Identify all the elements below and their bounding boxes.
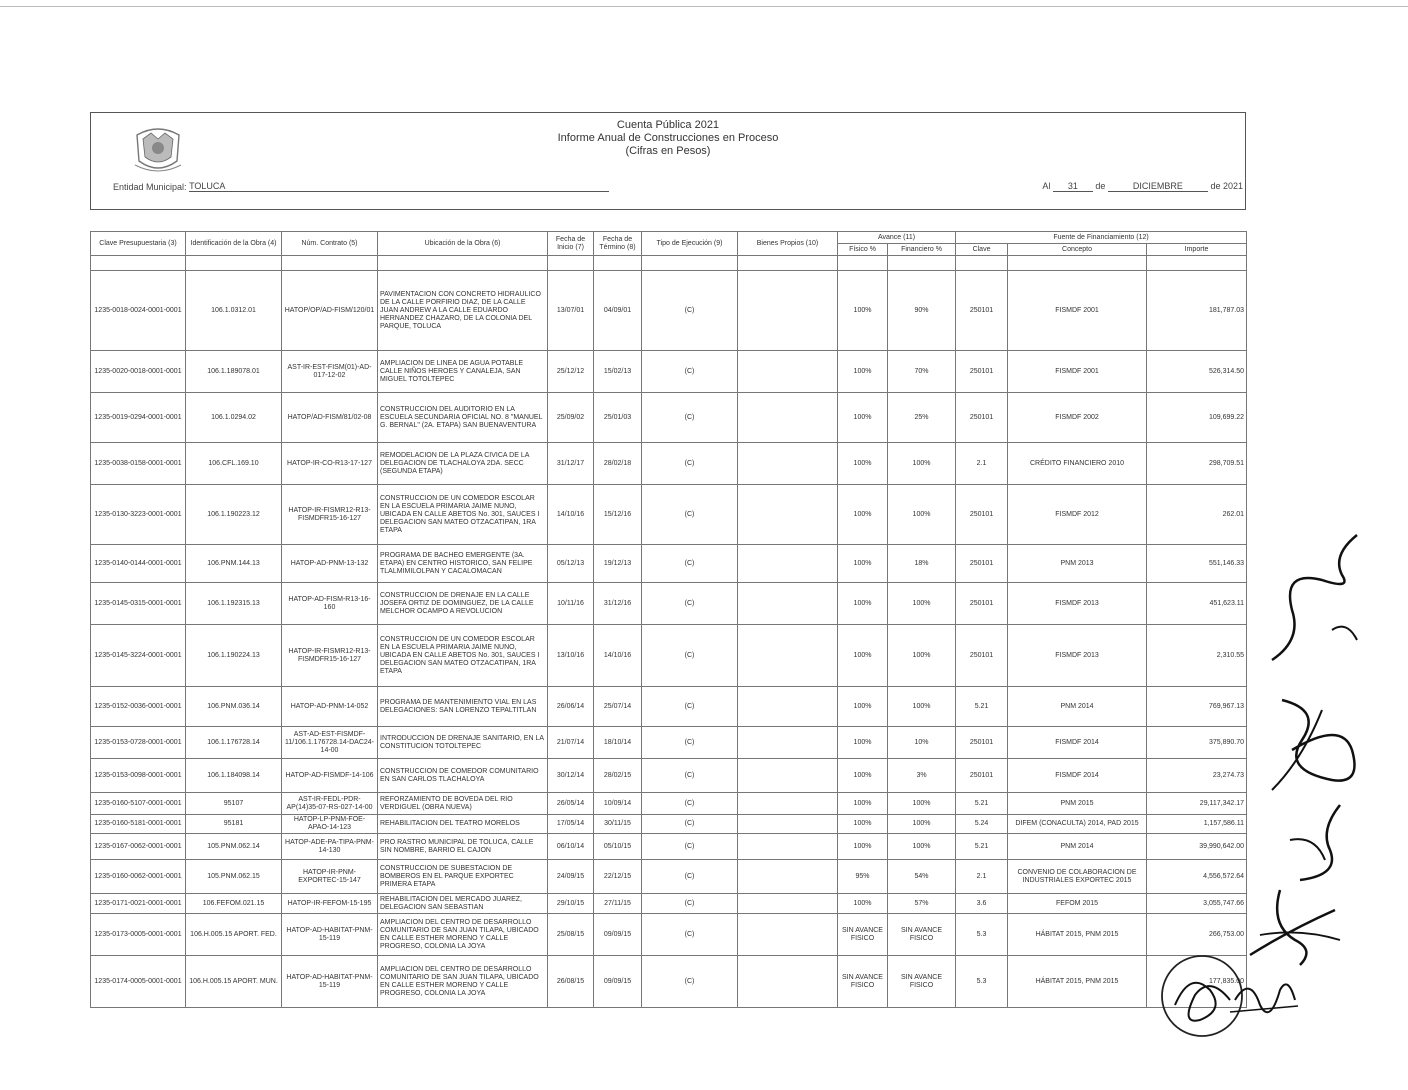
signature-2-icon [1262,690,1372,800]
table-body [91,256,1247,1008]
cell-fuente-concepto: FISMDF 2014 [1008,727,1147,759]
cell-identificacion: 106.CFL.169.10 [186,443,282,485]
cell-tipo-ejecucion: (C) [642,625,738,687]
cell-bienes-propios [738,894,838,914]
cell-ubicacion: AMPLIACION DEL CENTRO DE DESARROLLO COMUNITARIO DE SAN JUAN TILAPA, UBICADO EN CALLE ESTHER MORENO Y CALLE PROGRESO, COLONIA LA JOYA [378,914,548,956]
cell-clave-presupuestaria: 1235-0174-0005-0001-0001 [91,956,186,1008]
cell-fuente-clave: 250101 [956,545,1008,583]
table-row [91,914,1247,956]
col-tipo-ejecucion: Tipo de Ejecución (9) [642,232,738,256]
cell-fuente-clave: 250101 [956,351,1008,393]
cell-fuente-clave: 5.3 [956,956,1008,1008]
cell-fecha-inicio: 06/10/14 [548,834,594,860]
cell-avance-fisico: 100% [838,894,888,914]
report-header [90,112,1246,210]
col-concepto: Concepto [1008,244,1147,256]
table-row [91,271,1247,351]
cell-bienes-propios [738,834,838,860]
cell-fuente-clave: 5.24 [956,815,1008,834]
cell-fuente-clave: 250101 [956,271,1008,351]
cell-fuente-concepto: PNM 2014 [1008,834,1147,860]
cell-identificacion: 95181 [186,815,282,834]
cell-avance-financiero: 100% [888,815,956,834]
cell-tipo-ejecucion: (C) [642,271,738,351]
cell-fecha-inicio: 21/07/14 [548,727,594,759]
table-row [91,443,1247,485]
cell-fecha-termino: 31/12/16 [594,583,642,625]
cell-fecha-termino: 30/11/15 [594,815,642,834]
cell-num-contrato: HATOP-IR-PNM-EXPORTEC-15-147 [282,860,378,894]
cell-bienes-propios [738,759,838,793]
cell-importe: 23,274.73 [1147,759,1247,793]
cell-num-contrato: HATOP/OP/AD-FISM/120/01 [282,271,378,351]
cell-fuente-concepto: FISMDF 2013 [1008,625,1147,687]
cell-ubicacion: CONSTRUCCION DE UN COMEDOR ESCOLAR EN LA ESCUELA PRIMARIA JAIME NUNO, UBICADA EN CALLE ABETOS No. 301, SAUCES I DELEGACION SAN MATEO OTZACATIPAN, 1RA ETAPA [378,485,548,545]
cell-fecha-inicio: 29/10/15 [548,894,594,914]
cell-fecha-termino: 09/09/15 [594,914,642,956]
cell-fuente-concepto: FISMDF 2002 [1008,393,1147,443]
cell-importe: 4,556,572.64 [1147,860,1247,894]
cell-bienes-propios [738,485,838,545]
cell-num-contrato: HATOP-AD-FISM-R13-16-160 [282,583,378,625]
entidad-municipal [113,181,609,192]
cell-clave-presupuestaria: 1235-0153-0728-0001-0001 [91,727,186,759]
cell-fuente-concepto: HÁBITAT 2015, PNM 2015 [1008,956,1147,1008]
cell-fecha-termino: 22/12/15 [594,860,642,894]
cell-fuente-clave: 5.21 [956,687,1008,727]
de-label-2: de [1210,181,1221,191]
cell-fuente-clave: 3.6 [956,894,1008,914]
cell-bienes-propios [738,545,838,583]
cell-bienes-propios [738,914,838,956]
cell-avance-financiero: 57% [888,894,956,914]
cell-fecha-inicio: 25/09/02 [548,393,594,443]
cell-bienes-propios [738,351,838,393]
cell-ubicacion: CONSTRUCCION DE DRENAJE EN LA CALLE JOSEFA ORTIZ DE DOMINGUEZ, DE LA CALLE MELCHOR OCAMPO A REVOLUCION [378,583,548,625]
cell-clave-presupuestaria: 1235-0160-5107-0001-0001 [91,793,186,815]
cell-importe: 177,835.00 [1147,956,1247,1008]
cell-num-contrato: HATOP-ADE-PA-TIPA-PNM-14-130 [282,834,378,860]
cell-identificacion: 105.PNM.062.14 [186,834,282,860]
cell-tipo-ejecucion: (C) [642,894,738,914]
table-row [91,793,1247,815]
cell-identificacion: 106.1.190223.12 [186,485,282,545]
cell-clave-presupuestaria: 1235-0019-0294-0001-0001 [91,393,186,443]
cell-identificacion: 106.1.189078.01 [186,351,282,393]
cell-clave-presupuestaria: 1235-0167-0062-0001-0001 [91,834,186,860]
cell-tipo-ejecucion: (C) [642,860,738,894]
cell-clave-presupuestaria: 1235-0145-3224-0001-0001 [91,625,186,687]
cell-clave-presupuestaria: 1235-0020-0018-0001-0001 [91,351,186,393]
cell-fuente-concepto: FISMDF 2012 [1008,485,1147,545]
cell-bienes-propios [738,271,838,351]
cell-importe: 109,699.22 [1147,393,1247,443]
cell-fecha-termino: 15/12/16 [594,485,642,545]
cell-bienes-propios [738,625,838,687]
entidad-value: TOLUCA [189,181,226,191]
cell-fuente-clave: 5.3 [956,914,1008,956]
cell-bienes-propios [738,443,838,485]
cell-importe: 551,146.33 [1147,545,1247,583]
cell-tipo-ejecucion: (C) [642,956,738,1008]
cell-fuente-concepto: HÁBITAT 2015, PNM 2015 [1008,914,1147,956]
report-units: (Cifras en Pesos) [625,145,711,157]
cell-identificacion: 106.FEFOM.021.15 [186,894,282,914]
cell-num-contrato: AST-IR-FEDL-PDR-AP(14)35-07-RS-027-14-00 [282,793,378,815]
cell-avance-financiero: 100% [888,687,956,727]
cell-clave-presupuestaria: 1235-0038-0158-0001-0001 [91,443,186,485]
cell-importe: 262.01 [1147,485,1247,545]
cell-avance-financiero: 70% [888,351,956,393]
cell-importe: 29,117,342.17 [1147,793,1247,815]
col-avance: Avance (11) [838,232,956,244]
cell-avance-fisico: SIN AVANCE FISICO [838,956,888,1008]
cell-importe: 266,753.00 [1147,914,1247,956]
col-ubicacion: Ubicación de la Obra (6) [378,232,548,256]
cell-bienes-propios [738,393,838,443]
col-fuente: Fuente de Financiamiento (12) [956,232,1247,244]
cell-bienes-propios [738,956,838,1008]
cell-ubicacion: REMODELACION DE LA PLAZA CIVICA DE LA DELEGACION DE TLACHALOYA 2DA. SECC (SEGUNDA ETAPA) [378,443,548,485]
cell-fecha-inicio: 17/05/14 [548,815,594,834]
cell-avance-financiero: 3% [888,759,956,793]
report-subtitle: Informe Anual de Construcciones en Proceso [557,132,779,144]
table-row [91,485,1247,545]
cell-num-contrato: HATOP-IR-CO-R13-17-127 [282,443,378,485]
cell-clave-presupuestaria: 1235-0171-0021-0001-0001 [91,894,186,914]
table-row [91,687,1247,727]
cell-avance-fisico: 100% [838,271,888,351]
table-row [91,583,1247,625]
cell-fuente-concepto: CONVENIO DE COLABORACION DE INDUSTRIALES EXPORTEC 2015 [1008,860,1147,894]
cell-fecha-inicio: 26/08/15 [548,956,594,1008]
cell-tipo-ejecucion: (C) [642,727,738,759]
table-row [91,393,1247,443]
cell-num-contrato: HATOP-AD-HABITAT-PNM-15-119 [282,956,378,1008]
scan-edge-line [0,6,1408,7]
cell-ubicacion: CONSTRUCCION DE UN COMEDOR ESCOLAR EN LA ESCUELA PRIMARIA JAIME NUNO, UBICADA EN CALLE ABETOS No. 301, SAUCES I DELEGACION SAN MATEO OTZACATIPAN, 1RA ETAPA [378,625,548,687]
col-clave: Clave [956,244,1008,256]
cell-fuente-clave: 250101 [956,393,1008,443]
cell-num-contrato: HATOP/AD-FISM/81/02-08 [282,393,378,443]
spacer-row [91,256,1247,271]
cell-fuente-concepto: FISMDF 2013 [1008,583,1147,625]
cell-bienes-propios [738,687,838,727]
cell-avance-financiero: 100% [888,583,956,625]
cell-clave-presupuestaria: 1235-0152-0036-0001-0001 [91,687,186,727]
cell-bienes-propios [738,793,838,815]
col-fisico: Físico % [838,244,888,256]
col-num-contrato: Núm. Contrato (5) [282,232,378,256]
construcciones-table [90,231,1247,1008]
cell-ubicacion: AMPLIACION DE LINEA DE AGUA POTABLE CALLE NIÑOS HEROES Y CANALEJA, SAN MIGUEL TOTOLTEPEC [378,351,548,393]
cell-num-contrato: HATOP-IR-FISMR12-R13-FISMDFR15-16-127 [282,625,378,687]
cell-fecha-termino: 15/02/13 [594,351,642,393]
cell-tipo-ejecucion: (C) [642,834,738,860]
cell-ubicacion: CONSTRUCCION DEL AUDITORIO EN LA ESCUELA SECUNDARIA OFICIAL NO. 8 "MANUEL G. BERNAL" (2A. ETAPA) SAN BUENAVENTURA [378,393,548,443]
cell-importe: 1,157,586.11 [1147,815,1247,834]
col-clave-presupuestaria: Clave Presupuestaria (3) [91,232,186,256]
cell-avance-fisico: 100% [838,687,888,727]
cell-clave-presupuestaria: 1235-0160-0062-0001-0001 [91,860,186,894]
de-label-1: de [1095,181,1106,191]
cell-fecha-inicio: 31/12/17 [548,443,594,485]
cell-ubicacion: CONSTRUCCION DE COMEDOR COMUNITARIO EN SAN CARLOS TLACHALOYA [378,759,548,793]
table-row [91,625,1247,687]
cell-fecha-termino: 28/02/15 [594,759,642,793]
cell-avance-fisico: 100% [838,759,888,793]
cell-fecha-termino: 19/12/13 [594,545,642,583]
cell-fuente-concepto: PNM 2013 [1008,545,1147,583]
cell-avance-financiero: 18% [888,545,956,583]
cell-fuente-clave: 5.21 [956,793,1008,815]
cell-num-contrato: HATOP-AD-PNM-13-132 [282,545,378,583]
cell-num-contrato: HATOP-IR-FEFOM-15-195 [282,894,378,914]
cell-ubicacion: PRO RASTRO MUNICIPAL DE TOLUCA, CALLE SIN NOMBRE, BARRIO EL CAJON [378,834,548,860]
cell-fuente-concepto: FISMDF 2001 [1008,271,1147,351]
cell-avance-fisico: 100% [838,583,888,625]
cell-fecha-inicio: 25/08/15 [548,914,594,956]
cell-fecha-inicio: 13/07/01 [548,271,594,351]
cell-importe: 769,967.13 [1147,687,1247,727]
cell-ubicacion: REHABILITACION DEL MERCADO JUAREZ, DELEGACION SAN SEBASTIAN [378,894,548,914]
cell-identificacion: 105.PNM.062.15 [186,860,282,894]
col-financiero: Financiero % [888,244,956,256]
table-row [91,956,1247,1008]
cell-fecha-inicio: 26/05/14 [548,793,594,815]
cell-clave-presupuestaria: 1235-0153-0098-0001-0001 [91,759,186,793]
date-month: DICIEMBRE [1108,181,1208,192]
cell-identificacion: 106.1.176728.14 [186,727,282,759]
cell-fuente-clave: 250101 [956,485,1008,545]
cell-avance-financiero: SIN AVANCE FISICO [888,914,956,956]
cell-fuente-concepto: CRÉDITO FINANCIERO 2010 [1008,443,1147,485]
cell-ubicacion: PAVIMENTACION CON CONCRETO HIDRAULICO DE LA CALLE PORFIRIO DIAZ, DE LA CALLE JUAN ANDREW A LA CALLE EDUARDO HERNANDEZ CHAZARO, DE LA COLONIA DEL PARQUE, TOLUCA [378,271,548,351]
cell-fuente-clave: 250101 [956,759,1008,793]
cell-tipo-ejecucion: (C) [642,351,738,393]
signature-1-icon [1262,530,1372,670]
cell-importe: 298,709.51 [1147,443,1247,485]
table-row [91,545,1247,583]
cell-importe: 3,055,747.66 [1147,894,1247,914]
cell-identificacion: 106.H.005.15 APORT. FED. [186,914,282,956]
col-bienes-propios: Bienes Propios (10) [738,232,838,256]
cell-num-contrato: HATOP-LP-PNM-FOE-APAO-14-123 [282,815,378,834]
cell-avance-financiero: 10% [888,727,956,759]
cell-fuente-concepto: FISMDF 2014 [1008,759,1147,793]
cell-fuente-concepto: PNM 2015 [1008,793,1147,815]
cell-fuente-concepto: DIFEM (CONACULTA) 2014, PAD 2015 [1008,815,1147,834]
cell-identificacion: 106.1.192315.13 [186,583,282,625]
table-row [91,834,1247,860]
cell-fecha-inicio: 14/10/16 [548,485,594,545]
cell-bienes-propios [738,583,838,625]
cell-avance-fisico: 100% [838,793,888,815]
table-row [91,815,1247,834]
signature-3-icon [1270,800,1360,890]
cell-tipo-ejecucion: (C) [642,687,738,727]
cell-fuente-concepto: FISMDF 2001 [1008,351,1147,393]
cell-clave-presupuestaria: 1235-0173-0005-0001-0001 [91,914,186,956]
table-row [91,759,1247,793]
cell-avance-financiero: 100% [888,834,956,860]
cell-avance-fisico: 100% [838,625,888,687]
entidad-label: Entidad Municipal: [113,182,187,192]
cell-tipo-ejecucion: (C) [642,545,738,583]
cell-fuente-clave: 250101 [956,583,1008,625]
cell-avance-fisico: 100% [838,834,888,860]
cell-fuente-concepto: FEFOM 2015 [1008,894,1147,914]
cell-avance-fisico: 95% [838,860,888,894]
cell-fuente-concepto: PNM 2014 [1008,687,1147,727]
col-fecha-termino: Fecha de Término (8) [594,232,642,256]
cell-clave-presupuestaria: 1235-0130-3223-0001-0001 [91,485,186,545]
cell-fecha-inicio: 25/12/12 [548,351,594,393]
cell-num-contrato: HATOP-IR-FISMR12-R13-FISMDFR15-16-127 [282,485,378,545]
cell-tipo-ejecucion: (C) [642,914,738,956]
cell-tipo-ejecucion: (C) [642,393,738,443]
cell-identificacion: 106.H.005.15 APORT. MUN. [186,956,282,1008]
cell-avance-financiero: 100% [888,793,956,815]
cell-avance-financiero: SIN AVANCE FISICO [888,956,956,1008]
cell-tipo-ejecucion: (C) [642,485,738,545]
table-row [91,351,1247,393]
cell-tipo-ejecucion: (C) [642,583,738,625]
cell-identificacion: 106.1.0294.02 [186,393,282,443]
cell-identificacion: 95107 [186,793,282,815]
cell-avance-financiero: 100% [888,625,956,687]
cell-fecha-inicio: 13/10/16 [548,625,594,687]
table-row [91,860,1247,894]
cell-fecha-inicio: 30/12/14 [548,759,594,793]
date-year: 2021 [1222,181,1243,191]
cell-importe: 451,623.11 [1147,583,1247,625]
cell-fecha-termino: 14/10/16 [594,625,642,687]
cell-identificacion: 106.1.0312.01 [186,271,282,351]
cell-num-contrato: HATOP-AD-FISMDF-14-106 [282,759,378,793]
cell-avance-fisico: 100% [838,485,888,545]
report-date [1042,181,1243,192]
cell-ubicacion: PROGRAMA DE BACHEO EMERGENTE (3A. ETAPA) EN CENTRO HISTORICO, SAN FELIPE TLALMIMILOLPAN Y CACALOMACAN [378,545,548,583]
signature-5-icon [1150,950,1300,1042]
cell-ubicacion: PROGRAMA DE MANTENIMIENTO VIAL EN LAS DELEGACIONES: SAN LORENZO TEPALTITLAN [378,687,548,727]
col-fecha-inicio: Fecha de Inicio (7) [548,232,594,256]
cell-avance-fisico: 100% [838,545,888,583]
cell-avance-fisico: 100% [838,727,888,759]
cell-num-contrato: AST-IR-EST-FISM(01)-AD-017-12-02 [282,351,378,393]
cell-ubicacion: CONSTRUCCION DE SUBESTACION DE BOMBEROS EN EL PARQUE EXPORTEC PRIMERA ETAPA [378,860,548,894]
cell-fecha-inicio: 05/12/13 [548,545,594,583]
date-day: 31 [1053,181,1093,192]
cell-ubicacion: INTRODUCCION DE DRENAJE SANITARIO, EN LA CONSTITUCION TOTOLTEPEC [378,727,548,759]
cell-bienes-propios [738,815,838,834]
cell-fecha-termino: 25/07/14 [594,687,642,727]
cell-avance-financiero: 25% [888,393,956,443]
cell-tipo-ejecucion: (C) [642,815,738,834]
cell-importe: 39,990,642.00 [1147,834,1247,860]
cell-fuente-clave: 2.1 [956,443,1008,485]
cell-ubicacion: REHABILITACION DEL TEATRO MORELOS [378,815,548,834]
cell-tipo-ejecucion: (C) [642,443,738,485]
cell-avance-fisico: 100% [838,443,888,485]
cell-fecha-termino: 04/09/01 [594,271,642,351]
cell-avance-fisico: 100% [838,351,888,393]
cell-fuente-clave: 2.1 [956,860,1008,894]
cell-num-contrato: HATOP-AD-PNM-14-052 [282,687,378,727]
cell-tipo-ejecucion: (C) [642,793,738,815]
cell-fuente-clave: 5.21 [956,834,1008,860]
cell-num-contrato: HATOP-AD-HABITAT-PNM-15-119 [282,914,378,956]
cell-ubicacion: REFORZAMIENTO DE BOVEDA DEL RIO VERDIGUEL (OBRA NUEVA) [378,793,548,815]
cell-importe: 2,310.55 [1147,625,1247,687]
cell-avance-fisico: 100% [838,815,888,834]
cell-fecha-inicio: 24/09/15 [548,860,594,894]
cell-fuente-clave: 250101 [956,727,1008,759]
cell-identificacion: 106.1.190224.13 [186,625,282,687]
cell-identificacion: 106.PNM.036.14 [186,687,282,727]
cell-fecha-inicio: 26/06/14 [548,687,594,727]
cell-num-contrato: AST-AD-EST-FISMDF-11/106.1.176728.14-DAC24-14-00 [282,727,378,759]
report-titles [91,119,1245,158]
cell-avance-financiero: 100% [888,485,956,545]
cell-clave-presupuestaria: 1235-0140-0144-0001-0001 [91,545,186,583]
cell-fuente-clave: 250101 [956,625,1008,687]
cell-fecha-termino: 27/11/15 [594,894,642,914]
cell-fecha-termino: 18/10/14 [594,727,642,759]
table-row [91,894,1247,914]
cell-tipo-ejecucion: (C) [642,759,738,793]
al-label: Al [1042,181,1051,191]
cell-bienes-propios [738,727,838,759]
cell-clave-presupuestaria: 1235-0018-0024-0001-0001 [91,271,186,351]
cell-avance-fisico: SIN AVANCE FISICO [838,914,888,956]
cell-fecha-termino: 25/01/03 [594,393,642,443]
cell-identificacion: 106.1.184098.14 [186,759,282,793]
table-row [91,727,1247,759]
cell-fecha-termino: 05/10/15 [594,834,642,860]
report-title: Cuenta Pública 2021 [616,119,720,131]
cell-fecha-termino: 09/09/15 [594,956,642,1008]
cell-identificacion: 106.PNM.144.13 [186,545,282,583]
cell-ubicacion: AMPLIACION DEL CENTRO DE DESARROLLO COMUNITARIO DE SAN JUAN TILAPA, UBICADO EN CALLE ESTHER MORENO Y CALLE PROGRESO, COLONIA LA JOYA [378,956,548,1008]
col-identificacion: Identificación de la Obra (4) [186,232,282,256]
cell-avance-financiero: 100% [888,443,956,485]
cell-avance-financiero: 54% [888,860,956,894]
cell-avance-fisico: 100% [838,393,888,443]
cell-importe: 181,787.03 [1147,271,1247,351]
cell-importe: 375,890.70 [1147,727,1247,759]
cell-fecha-termino: 28/02/18 [594,443,642,485]
cell-importe: 526,314.50 [1147,351,1247,393]
cell-bienes-propios [738,860,838,894]
cell-clave-presupuestaria: 1235-0145-0315-0001-0001 [91,583,186,625]
cell-avance-financiero: 90% [888,271,956,351]
col-importe: Importe [1147,244,1247,256]
cell-fecha-termino: 10/09/14 [594,793,642,815]
cell-clave-presupuestaria: 1235-0160-5181-0001-0001 [91,815,186,834]
cell-fecha-inicio: 10/11/16 [548,583,594,625]
